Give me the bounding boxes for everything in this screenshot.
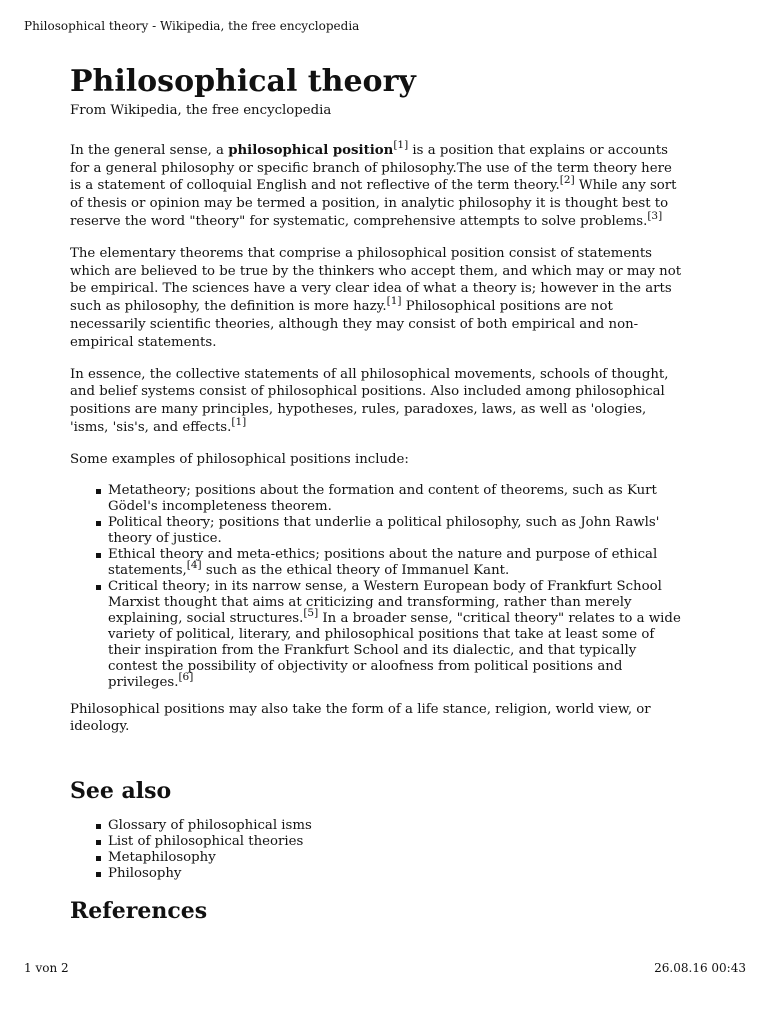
term-bold: philosophical position: [228, 142, 394, 158]
text-run: is a position that explains or accounts for a general philosophy or specific branch of philosophy.The use of the term theory here is a statement of colloquial English and not reflective of the term theory.: [70, 142, 672, 194]
browser-page-header: Philosophical theory - Wikipedia, the free encyclopedia: [24, 19, 360, 33]
list-item: Metatheory; positions about the formation and content of theorems, such as Kurt Gödel's incompleteness theorem.: [108, 483, 686, 515]
text-run: Philosophical positions are not necessarily scientific theories, although they may consist of both empirical and non-empirical statements.: [70, 299, 639, 350]
section-heading-see-also: See also: [70, 778, 172, 805]
text-run: Ethical theory and meta-ethics; positions about the nature and purpose of ethical statements,: [108, 546, 658, 578]
examples-list: [70, 483, 686, 691]
paragraph-examples-intro: Some examples of philosophical positions include:: [70, 451, 409, 467]
citation-ref[interactable]: [2]: [559, 174, 575, 187]
citation-ref[interactable]: [1]: [386, 295, 402, 308]
see-also-link[interactable]: Philosophy: [108, 866, 686, 882]
see-also-link[interactable]: Metaphilosophy: [108, 850, 686, 866]
text-run: In essence, the collective statements of all philosophical movements, schools of thought, and belief systems consist of philosophical positions. Also included among philosophical positions are many principles, hypotheses, rules, paradoxes, laws, as well as 'ologies, 'isms, 'sis's, and effects.: [70, 366, 669, 435]
article-content: [70, 62, 686, 938]
paragraph-forms: Philosophical positions may also take the form of a life stance, religion, world view, or ideology.: [70, 701, 651, 735]
see-also-list: [70, 818, 686, 882]
intro-paragraph: [70, 138, 686, 231]
text-run: In a broader sense, "critical theory" relates to a wide variety of political, literary, and philosophical positions that take at least some of their inspiration from the Frankfurt School and its dialectic, and that typically contest the possibility of objectivity or aloofness from political positions and privileges.: [108, 610, 681, 690]
citation-ref[interactable]: [3]: [647, 209, 663, 222]
paragraph-theorems: [70, 245, 686, 352]
citation-ref[interactable]: [1]: [393, 138, 409, 151]
list-item: [108, 579, 686, 691]
page-number: 1 von 2: [24, 961, 69, 975]
print-timestamp: 26.08.16 00:43: [654, 961, 746, 975]
see-also-link[interactable]: Glossary of philosophical isms: [108, 818, 686, 834]
citation-ref[interactable]: [1]: [231, 415, 247, 428]
list-item: Political theory; positions that underlie a political philosophy, such as John Rawls' theory of justice.: [108, 515, 686, 547]
text-run: Critical theory; in its narrow sense, a Western European body of Frankfurt School Marxist thought that aims at criticizing and transforming, rather than merely explaining, social structures.: [108, 578, 662, 626]
text-run: The elementary theorems that comprise a philosophical position consist of statements which are believed to be true by the thinkers who accept them, and which may or may not be empirical. The sciences have a very clear idea of what a theory is; however in the arts such as philosophy, the definition is more hazy.: [70, 245, 682, 315]
text-run: In the general sense, a: [70, 142, 229, 158]
citation-ref[interactable]: [4]: [186, 558, 202, 571]
citation-ref[interactable]: [5]: [303, 606, 319, 619]
page-title: Philosophical theory: [70, 64, 416, 99]
list-item: [108, 547, 686, 579]
text-run: While any sort of thesis or opinion may be termed a position, in analytic philosophy it is thought best to reserve the word "theory" for systematic, comprehensive attempts to solve problems.: [70, 178, 677, 229]
citation-ref[interactable]: [6]: [178, 670, 194, 683]
paragraph-essence: [70, 366, 686, 437]
section-heading-references: References: [70, 898, 208, 925]
see-also-link[interactable]: List of philosophical theories: [108, 834, 686, 850]
text-run: such as the ethical theory of Immanuel Kant.: [201, 562, 510, 578]
page-subtitle: From Wikipedia, the free encyclopedia: [70, 103, 332, 118]
